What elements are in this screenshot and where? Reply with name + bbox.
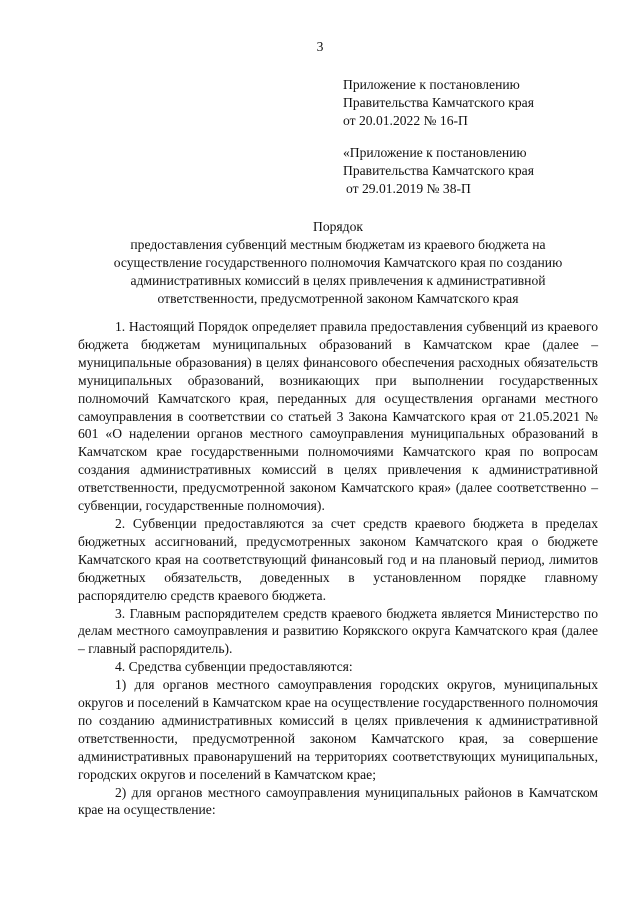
document-subtitle-line: административных комиссий в целях привлечения к административной: [130, 272, 546, 288]
annex-original-line: «Приложение к постановлению: [343, 145, 527, 160]
paragraph-3: 3. Главным распорядителем средств краевого бюджета является Министерство по делам местного самоуправления и развитию Корякского округа Камчатского края (далее – главный распорядитель).: [78, 605, 598, 657]
document-title: Порядок: [313, 219, 363, 234]
annex-current-line: Приложение к постановлению: [343, 77, 520, 92]
document-body: [78, 318, 598, 819]
annex-current-line: от 20.01.2022 № 16-П: [343, 112, 468, 128]
paragraph-1: 1. Настоящий Порядок определяет правила предоставления субвенций из краевого бюджета бюджетам муниципальных образований в Камчатском крае (далее – муниципальные образования) в целях финансового обеспечения расходных обязательств муниципальных образований, возникающих при выполнении государственных полномочий Камчатского края, переданных для осуществления органами местного самоуправления в соответствии со статьей 3 Закона Камчатского края от 21.05.2021 № 601 «О наделении органов местного самоуправления муниципальных образований в Камчатском крае государственными полномочиями Камчатского края по вопросам создания административных комиссий в целях привлечения к административной ответственности, предусмотренной законом Камчатского края» (далее соответственно – субвенции, государственные полномочия).: [78, 319, 598, 514]
document-subtitle-line: осуществление государственного полномочия Камчатского края по созданию: [113, 254, 563, 270]
annex-current-header: [343, 76, 603, 130]
document-subtitle-line: ответственности, предусмотренной законом Камчатского края: [157, 290, 519, 306]
annex-current-line: Правительства Камчатского края: [343, 94, 534, 110]
paragraph-4: 4. Средства субвенции предоставляются:: [115, 659, 353, 675]
paragraph-4-1: 1) для органов местного самоуправления городских округов, муниципальных округов и поселений в Камчатском крае на осуществление государственного полномочия по созданию административных комиссий в целях привлечения к административной ответственности, предусмотренной законом Камчатского края, за совершение административных правонарушений на территориях соответствующих муниципальных, городских округов и поселений в Камчатском крае;: [78, 677, 598, 782]
page-number: 3: [316, 39, 324, 54]
annex-original-line: Правительства Камчатского края: [343, 162, 534, 178]
document-title-block: [78, 218, 598, 308]
annex-original-line: от 29.01.2019 № 38-П: [346, 180, 471, 196]
paragraph-2: 2. Субвенции предоставляются за счет средств краевого бюджета в пределах бюджетных ассигнований, предусмотренных законом Камчатского края о бюджете Камчатского края на соответствующий финансовый год и на плановый период, лимитов бюджетных обязательств, доведенных в установленном порядке главному распорядителю средств краевого бюджета.: [78, 515, 598, 603]
document-subtitle-line: предоставления субвенций местным бюджетам из краевого бюджета на: [130, 236, 546, 252]
paragraph-4-2: 2) для органов местного самоуправления муниципальных районов в Камчатском крае на осуществление:: [78, 784, 598, 818]
annex-original-header: [343, 144, 603, 198]
